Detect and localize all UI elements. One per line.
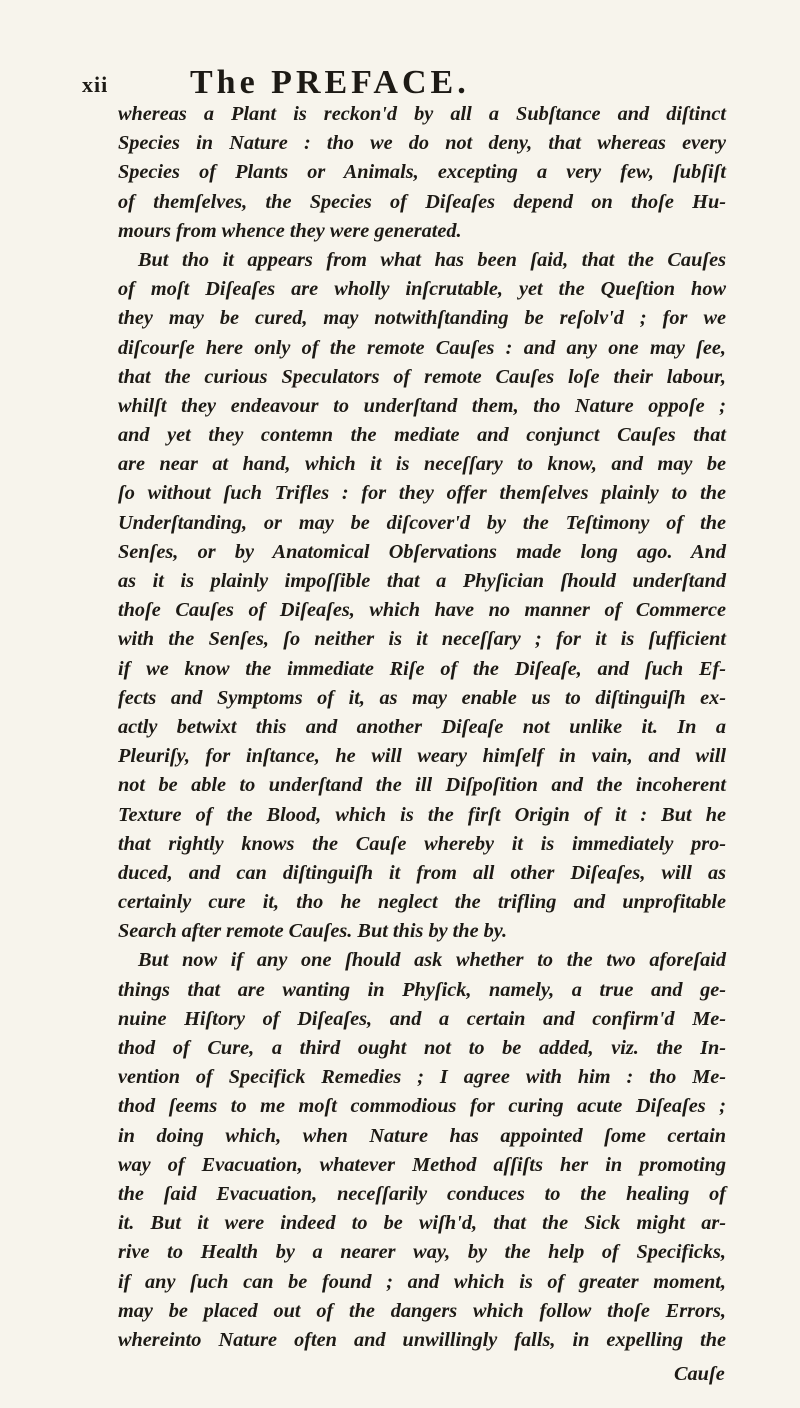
text-line: if we know the immediate Riſe of the Diſeaſe, and ſuch Ef- xyxy=(118,657,726,680)
text-line: thod of Cure, a third ought not to be added, viz. the In- xyxy=(118,1037,726,1059)
text-line: as it is plainly impoſſible that a Phyſician ſhould underſtand xyxy=(118,570,726,592)
text-line: whilſt they endeavour to underſtand them, tho Nature oppoſe ; xyxy=(118,394,726,417)
text-line: that rightly knows the Cauſe whereby it is immediately pro- xyxy=(118,832,726,855)
text-line: of themſelves, the Species of Diſeaſes depend on thoſe Hu- xyxy=(118,190,726,213)
text-line: Pleuriſy, for inſtance, he will weary himſelf in vain, and will xyxy=(118,745,726,768)
text-line: rive to Health by a nearer way, by the help of Specificks, xyxy=(118,1241,726,1264)
text-line: are near at hand, which it is neceſſary to know, and may be xyxy=(118,453,726,476)
text-line: whereas a Plant is reckon'd by all a Subſtance and diſtinct xyxy=(118,103,726,125)
text-line: Search after remote Cauſes. But this by the by. xyxy=(118,920,508,943)
text-line: But now if any one ſhould ask whether to the two aforeſaid xyxy=(138,949,726,972)
text-line: ſo without ſuch Trifles : for they offer themſelves plainly to the xyxy=(118,482,726,505)
text-line: vention of Specifick Remedies ; I agree with him : tho Me- xyxy=(118,1066,726,1089)
text-line: it. But it were indeed to be wiſh'd, that the Sick might ar- xyxy=(118,1212,726,1235)
text-line: actly betwixt this and another Diſeaſe not unlike it. In a xyxy=(118,715,726,738)
text-line: whereinto Nature often and unwillingly falls, in expelling the xyxy=(118,1328,726,1351)
text-line: that the curious Speculators of remote Cauſes loſe their labour, xyxy=(118,365,726,388)
page-number: xii xyxy=(82,72,109,97)
text-line: duced, and can diſtinguiſh it from all other Diſeaſes, will as xyxy=(118,861,726,884)
text-line: if any ſuch can be found ; and which is of greater moment, xyxy=(118,1270,726,1293)
text-line: nuine Hiſtory of Diſeaſes, and a certain and confirm'd Me- xyxy=(118,1007,726,1030)
text-line: with the Senſes, ſo neither is it neceſſary ; for it is ſufficient xyxy=(118,628,726,651)
text-line: But tho it appears from what has been ſaid, that the Cauſes xyxy=(138,248,726,271)
text-line: certainly cure it, tho he neglect the trifling and unprofitable xyxy=(118,891,726,914)
text-line: in doing which, when Nature has appointed ſome certain xyxy=(118,1124,726,1147)
text-line: things that are wanting in Phyſick, namely, a true and ge- xyxy=(118,978,726,1001)
text-line: they may be cured, may notwithſtanding be reſolv'd ; for we xyxy=(118,307,726,330)
text-line: Underſtanding, or may be diſcover'd by the Teſtimony of the xyxy=(118,511,726,534)
text-line: Species in Nature : tho we do not deny, that whereas every xyxy=(118,132,726,155)
preface-text xyxy=(118,100,726,1355)
text-line: mours from whence they were generated. xyxy=(118,219,462,242)
text-line: not be able to underſtand the ill Diſpoſition and the incoherent xyxy=(118,774,726,797)
text-line: Senſes, or by Anatomical Obſervations made long ago. And xyxy=(118,540,726,563)
text-line: way of Evacuation, whatever Method aſſiſts her in promoting xyxy=(118,1153,726,1176)
text-line: and yet they contemn the mediate and conjunct Cauſes that xyxy=(118,424,726,447)
text-line: thoſe Cauſes of Diſeaſes, which have no manner of Commerce xyxy=(118,599,726,622)
text-line: Texture of the Blood, which is the firſt Origin of it : But he xyxy=(118,803,726,826)
catchword: Cauſe xyxy=(674,1363,725,1385)
text-line: may be placed out of the dangers which follow thoſe Errors, xyxy=(118,1299,726,1322)
text-line: of moſt Diſeaſes are wholly inſcrutable, yet the Queſtion how xyxy=(118,278,726,301)
text-line: thod ſeems to me moſt commodious for curing acute Diſeaſes ; xyxy=(118,1095,726,1118)
text-line: fects and Symptoms of it, as may enable us to diſtinguiſh ex- xyxy=(118,686,726,709)
text-line: the ſaid Evacuation, neceſſarily conduces to the healing of xyxy=(118,1182,726,1205)
text-line: diſcourſe here only of the remote Cauſes : and any one may ſee, xyxy=(118,336,726,359)
text-line: Species of Plants or Animals, excepting a very few, ſubſiſt xyxy=(118,161,726,184)
running-title: The PREFACE. xyxy=(190,64,470,101)
